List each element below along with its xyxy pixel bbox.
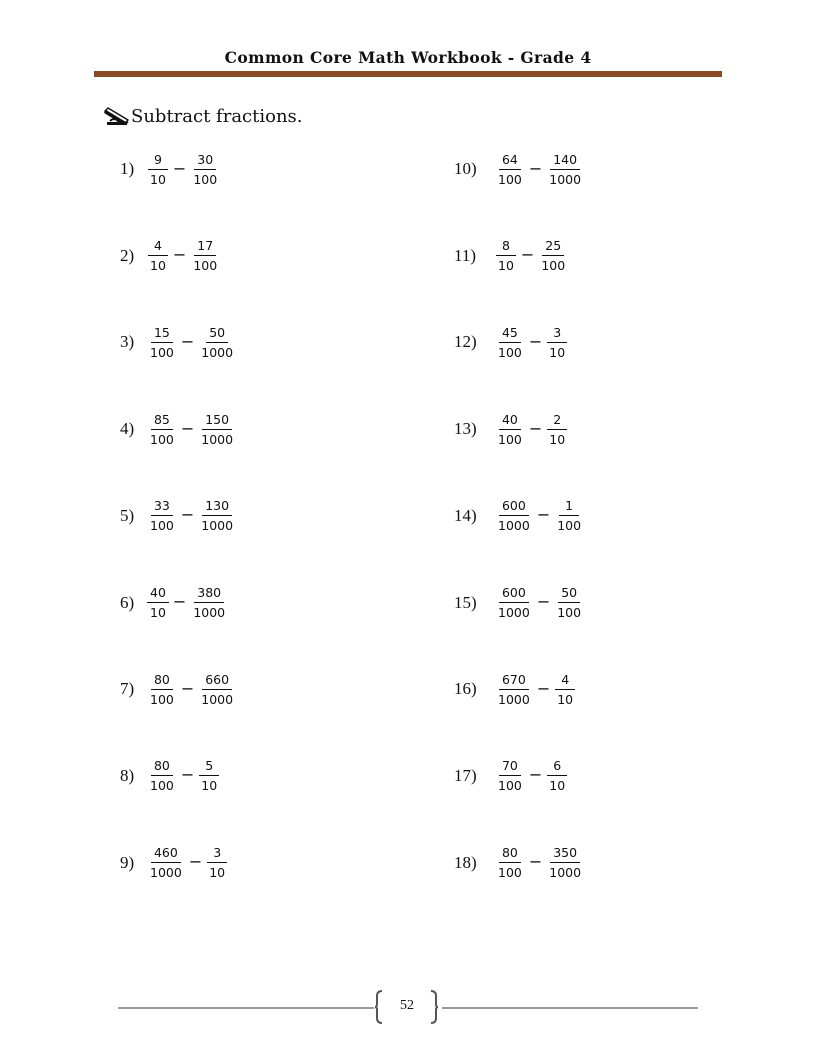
- denominator: 100: [150, 691, 174, 707]
- denominator: 100: [498, 778, 522, 794]
- fraction: [545, 152, 585, 187]
- numerator: 4: [148, 238, 168, 256]
- denominator: 1000: [549, 171, 582, 187]
- denominator: 1000: [549, 865, 582, 881]
- problem-item: [120, 753, 221, 799]
- denominator: 100: [557, 605, 582, 620]
- fraction: [494, 672, 534, 707]
- numerator: 30: [194, 152, 216, 170]
- problem-item: [454, 753, 569, 799]
- numerator: 2: [547, 412, 567, 430]
- problem-number: 17): [454, 765, 477, 785]
- problem-number: 15): [454, 592, 477, 612]
- problem-number: 5): [120, 505, 135, 525]
- numerator: 45: [499, 325, 521, 343]
- denominator: 100: [150, 518, 174, 534]
- problem-item: [120, 406, 237, 452]
- fraction: [494, 412, 526, 447]
- page-header: [94, 48, 722, 68]
- minus-sign: −: [528, 852, 543, 872]
- numerator: 17: [194, 238, 216, 256]
- numerator: 50: [206, 325, 228, 343]
- numerator: 40: [147, 585, 169, 603]
- minus-sign: −: [536, 505, 551, 525]
- problem-item: [454, 666, 577, 712]
- numerator: 33: [151, 498, 173, 516]
- denominator: 100: [150, 344, 174, 360]
- denominator: 100: [498, 865, 522, 881]
- problem-item: [454, 233, 569, 279]
- numerator: 6: [547, 758, 567, 776]
- problem-number: 13): [454, 419, 477, 439]
- denominator: 100: [541, 258, 566, 274]
- minus-sign: −: [180, 505, 195, 525]
- numerator: 80: [499, 845, 521, 863]
- problem-number: 9): [120, 852, 135, 872]
- numerator: 3: [547, 325, 567, 343]
- fraction: [146, 845, 186, 880]
- denominator: 1000: [498, 518, 530, 534]
- numerator: 130: [202, 498, 232, 516]
- right-brace-icon: [429, 990, 439, 1024]
- numerator: 25: [542, 238, 564, 256]
- problem-number: 1): [120, 159, 135, 178]
- fraction: [553, 498, 585, 533]
- problem-item: [120, 840, 229, 886]
- footer-rule-left: [118, 1007, 374, 1009]
- minus-sign: −: [528, 418, 543, 438]
- problem-number: 4): [120, 419, 135, 439]
- fraction: [146, 585, 170, 620]
- fraction: [146, 325, 178, 360]
- numerator: 85: [151, 412, 173, 430]
- fraction: [146, 412, 178, 447]
- fraction: [494, 585, 534, 620]
- problem-item: [120, 146, 221, 192]
- footer-rule-right: [442, 1007, 698, 1009]
- page-number: 52: [400, 998, 414, 1013]
- problem-item: [120, 493, 237, 539]
- denominator: 10: [209, 865, 226, 881]
- fraction: [494, 238, 518, 273]
- fraction: [146, 758, 178, 793]
- denominator: 10: [498, 258, 514, 274]
- fraction: [494, 498, 534, 533]
- minus-sign: −: [528, 765, 543, 785]
- problem-number: 18): [454, 852, 477, 872]
- instruction: [104, 106, 303, 127]
- fraction: [146, 498, 178, 533]
- problem-number: 3): [120, 332, 135, 352]
- problem-number: 6): [120, 592, 135, 612]
- problem-item: [454, 406, 569, 452]
- fraction: [146, 152, 170, 187]
- fraction: [494, 758, 526, 793]
- problem-number: 10): [454, 159, 477, 178]
- minus-sign: −: [172, 158, 187, 178]
- denominator: 100: [498, 431, 522, 447]
- fraction: [494, 845, 526, 880]
- denominator: 100: [557, 518, 582, 534]
- fraction: [494, 152, 526, 187]
- problem-number: 2): [120, 245, 135, 265]
- problem-number: 11): [454, 245, 477, 265]
- header-rule: [94, 71, 722, 77]
- denominator: 100: [498, 344, 522, 360]
- fraction: [205, 845, 229, 880]
- numerator: 380: [194, 585, 224, 603]
- denominator: 1000: [498, 605, 530, 620]
- denominator: 10: [557, 691, 574, 707]
- denominator: 100: [150, 431, 174, 447]
- minus-sign: −: [528, 331, 543, 351]
- denominator: 100: [150, 778, 174, 794]
- minus-sign: −: [536, 592, 551, 611]
- minus-sign: −: [172, 592, 187, 611]
- fraction: [189, 585, 229, 620]
- numerator: 8: [496, 238, 516, 256]
- minus-sign: −: [180, 331, 195, 351]
- numerator: 150: [202, 412, 232, 430]
- minus-sign: −: [180, 765, 195, 785]
- denominator: 10: [150, 258, 166, 274]
- denominator: 10: [549, 778, 566, 794]
- numerator: 70: [499, 758, 521, 776]
- denominator: 100: [193, 258, 218, 274]
- fraction: [197, 672, 237, 707]
- numerator: 600: [499, 498, 529, 516]
- pencil-icon: [104, 107, 130, 127]
- minus-sign: −: [172, 245, 187, 265]
- fraction: [197, 412, 237, 447]
- numerator: 3: [207, 845, 227, 863]
- problem-number: 16): [454, 679, 477, 699]
- problem-number: 12): [454, 332, 477, 352]
- fraction: [553, 672, 577, 707]
- numerator: 80: [151, 758, 173, 776]
- denominator: 100: [193, 171, 218, 187]
- minus-sign: −: [188, 852, 203, 872]
- numerator: 5: [199, 758, 219, 776]
- minus-sign: −: [536, 678, 551, 698]
- fraction: [189, 238, 221, 273]
- problem-item: [454, 319, 569, 365]
- denominator: 1000: [193, 605, 226, 620]
- numerator: 50: [558, 585, 580, 603]
- numerator: 15: [151, 325, 173, 343]
- problem-number: 14): [454, 505, 477, 525]
- fraction: [146, 672, 178, 707]
- fraction: [545, 845, 585, 880]
- numerator: 4: [555, 672, 575, 690]
- denominator: 10: [549, 344, 566, 360]
- denominator: 1000: [201, 431, 234, 447]
- numerator: 140: [550, 152, 580, 170]
- fraction: [545, 758, 569, 793]
- problem-item: [454, 493, 585, 539]
- fraction: [553, 585, 585, 620]
- problem-item: [120, 319, 237, 365]
- fraction: [197, 758, 221, 793]
- minus-sign: −: [180, 678, 195, 698]
- numerator: 460: [151, 845, 181, 863]
- minus-sign: −: [520, 245, 535, 265]
- fraction: [189, 152, 221, 187]
- fraction: [545, 412, 569, 447]
- problem-number: 7): [120, 679, 135, 699]
- problem-item: [454, 840, 585, 886]
- numerator: 670: [499, 672, 529, 690]
- workbook-title: Common Core Math Workbook - Grade 4: [224, 48, 592, 67]
- denominator: 1000: [201, 691, 234, 707]
- problem-item: [120, 666, 237, 712]
- denominator: 10: [150, 171, 166, 187]
- numerator: 80: [151, 672, 173, 690]
- minus-sign: −: [180, 418, 195, 438]
- fraction: [537, 238, 569, 273]
- problem-item: [454, 580, 585, 626]
- problem-item: [120, 580, 229, 626]
- problem-number: 8): [120, 765, 135, 785]
- problem-item: [454, 146, 585, 192]
- left-brace-icon: [374, 990, 384, 1024]
- denominator: 1000: [201, 344, 234, 360]
- fraction: [146, 238, 170, 273]
- denominator: 10: [549, 431, 566, 447]
- problem-item: [120, 233, 221, 279]
- denominator: 10: [201, 778, 218, 794]
- numerator: 600: [499, 585, 529, 603]
- denominator: 1000: [150, 865, 182, 881]
- fraction: [197, 498, 237, 533]
- denominator: 1000: [498, 691, 530, 707]
- numerator: 40: [499, 412, 521, 430]
- denominator: 1000: [201, 518, 234, 534]
- numerator: 9: [148, 152, 168, 170]
- numerator: 1: [559, 498, 579, 516]
- denominator: 10: [150, 605, 166, 620]
- minus-sign: −: [528, 158, 543, 178]
- fraction: [197, 325, 237, 360]
- numerator: 64: [499, 152, 521, 170]
- denominator: 100: [498, 171, 522, 187]
- fraction: [545, 325, 569, 360]
- numerator: 660: [202, 672, 232, 690]
- fraction: [494, 325, 526, 360]
- numerator: 350: [550, 845, 580, 863]
- instruction-text: Subtract fractions.: [131, 106, 303, 127]
